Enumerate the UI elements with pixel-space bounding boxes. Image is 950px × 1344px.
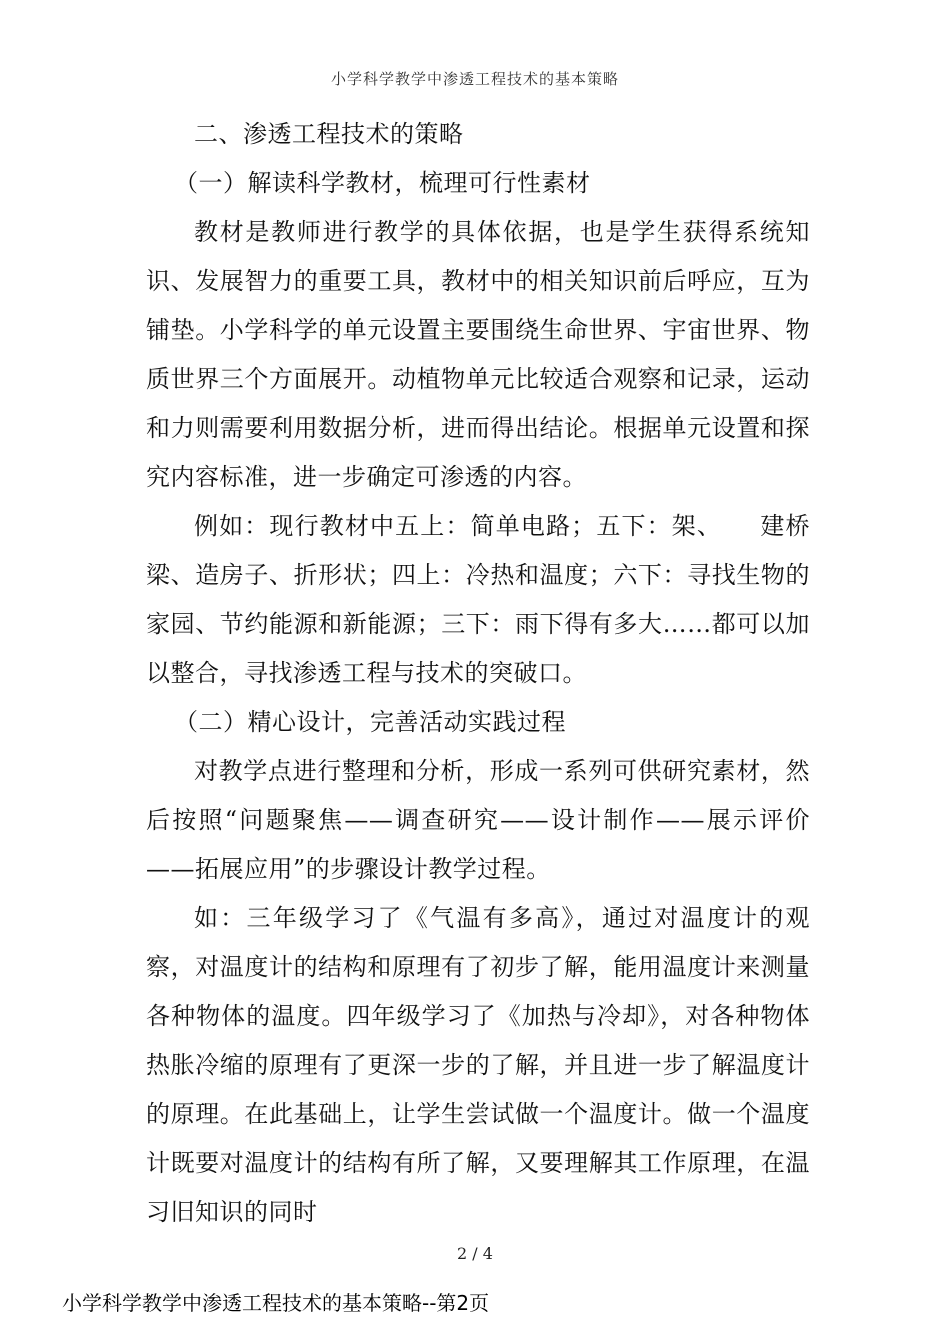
page-body xyxy=(146,110,810,1237)
page-number: 2 / 4 xyxy=(457,1244,493,1263)
subsection-heading-2: （二）精心设计，完善活动实践过程 xyxy=(174,708,566,736)
page-caption: 小学科学教学中渗透工程技术的基本策略--第2页 xyxy=(62,1291,490,1315)
paragraph-3: 对教学点进行整理和分析，形成一系列可供研究素材，然后按照“问题聚焦——调查研究——设计制作——展示评价——拓展应用”的步骤设计教学过程。 xyxy=(146,757,810,883)
paragraph-1: 教材是教师进行教学的具体依据，也是学生获得系统知识、发展智力的重要工具，教材中的相关知识前后呼应，互为铺垫。小学科学的单元设置主要围绕生命世界、宇宙世界、物质世界三个方面展开。动植物单元比较适合观察和记录，运动和力则需要利用数据分析，进而得出结论。根据单元设置和探究内容标准，进一步确定可渗透的内容。 xyxy=(146,218,810,491)
subsection-heading-1: （一）解读科学教材，梳理可行性素材 xyxy=(174,169,591,197)
section-heading: 二、渗透工程技术的策略 xyxy=(194,120,464,148)
paragraph-2: 例如：现行教材中五上：简单电路；五下：架、 建桥梁、造房子、折形状；四上：冷热和温度；六下：寻找生物的家园、节约能源和新能源；三下：雨下得有多大……都可以加以整合，寻找渗透工程与技术的突破口。 xyxy=(146,512,810,687)
running-header: 小学科学教学中渗透工程技术的基本策略 xyxy=(330,70,619,88)
paragraph-4: 如：三年级学习了《气温有多高》，通过对温度计的观察，对温度计的结构和原理有了初步了解，能用温度计来测量各种物体的温度。四年级学习了《加热与冷却》，对各种物体热胀冷缩的原理有了更深一步的了解，并且进一步了解温度计的原理。在此基础上，让学生尝试做一个温度计。做一个温度计既要对温度计的结构有所了解，又要理解其工作原理，在温习旧知识的同时 xyxy=(146,904,810,1226)
